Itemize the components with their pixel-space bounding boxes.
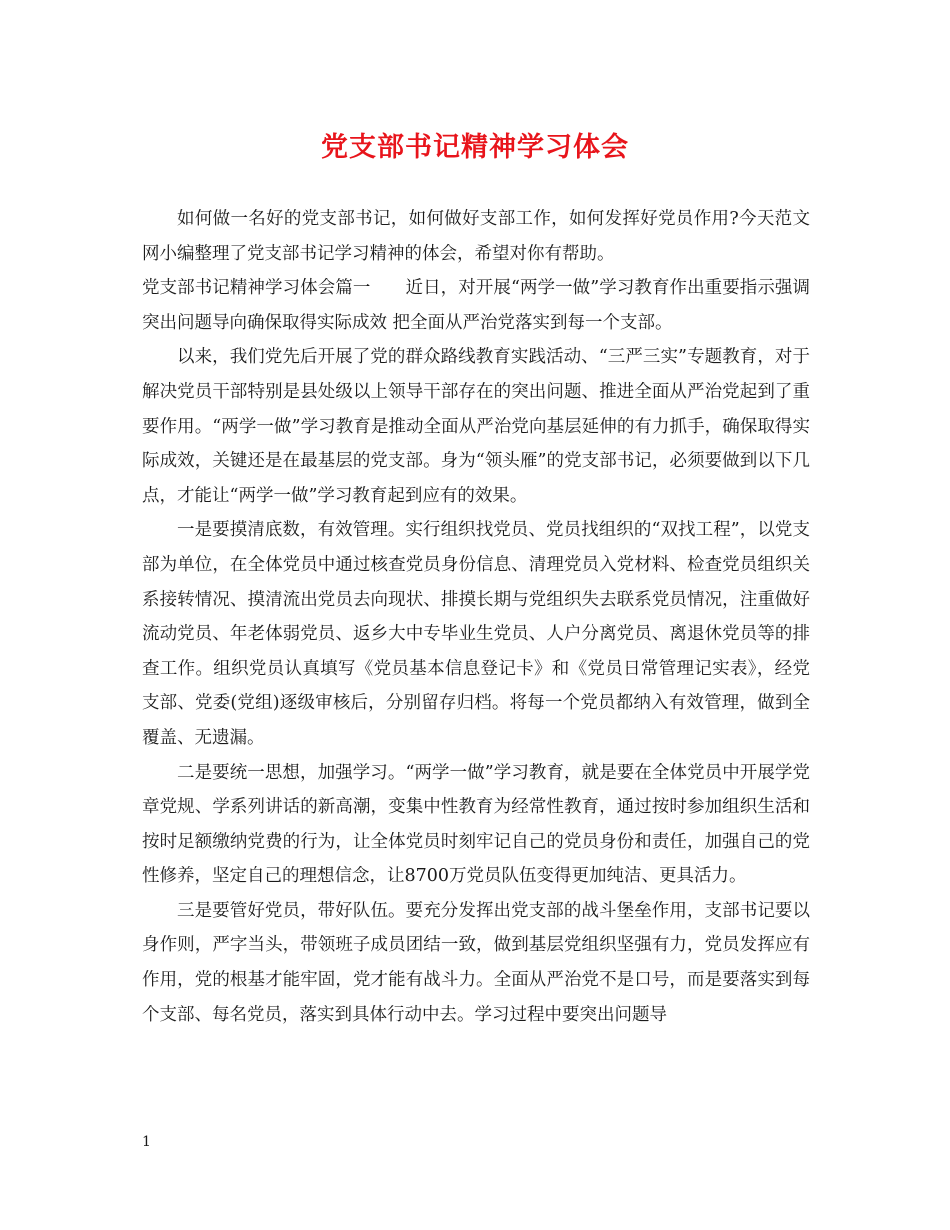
paragraph-background: 以来，我们党先后开展了党的群众路线教育实践活动、“三严三实”专题教育，对于解决党员干部特别是县处级以上领导干部存在的突出问题、推进全面从严治党起到了重要作用。“两学一做”学习教育是推动全面从严治党向基层延伸的有力抓手，确保取得实际成效，关键还是在最基层的党支部。身为“领头雁”的党支部书记，必须要做到以下几点，才能让“两学一做”学习教育起到应有的效果。: [142, 347, 810, 506]
paragraph-point-one: 一是要摸清底数，有效管理。实行组织找党员、党员找组织的“双找工程”，以党支部为单位，在全体党员中通过核查党员身份信息、清理党员入党材料、检查党员组织关系接转情况、摸清流出党员去向现状、排摸长期与党组织失去联系党员情况，注重做好流动党员、年老体弱党员、返乡大中专毕业生党员、人户分离党员、离退休党员等的排查工作。组织党员认真填写《党员基本信息登记卡》和《党员日常管理记实表》，经党支部、党委(党组)逐级审核后，分别留存归档。将每一个党员都纳入有效管理，做到全覆盖、无遗漏。: [142, 520, 810, 748]
paragraph-point-two: 二是要统一思想，加强学习。“两学一做”学习教育，就是要在全体党员中开展学党章党规、学系列讲话的新高潮，变集中性教育为经常性教育，通过按时参加组织生活和按时足额缴纳党费的行为，让全体党员时刻牢记自己的党员身份和责任，加强自己的党性修养，坚定自己的理想信念，让8700万党员队伍变得更加纯洁、更具活力。: [142, 762, 810, 887]
paragraph-point-three: 三是要管好党员，带好队伍。要充分发挥出党支部的战斗堡垒作用，支部书记要以身作则，严字当头，带领班子成员团结一致，做到基层党组织坚强有力，党员发挥应有作用，党的根基才能牢固，党才能有战斗力。全面从严治党不是口号，而是要落实到每个支部、每名党员，落实到具体行动中去。学习过程中要突出问题导: [142, 900, 810, 1025]
document-title: 党支部书记精神学习体会: [321, 132, 629, 163]
document-body: [142, 202, 810, 1032]
page-number: 1: [142, 1134, 151, 1150]
paragraph-intro: 如何做一名好的党支部书记，如何做好支部工作，如何发挥好党员作用?今天范文网小编整理了党支部书记学习精神的体会，希望对你有帮助。: [142, 209, 810, 264]
paragraph-article-one-lead: 党支部书记精神学习体会篇一 近日，对开展“两学一做”学习教育作出重要指示强调 突出问题导向确保取得实际成效 把全面从严治党落实到每一个支部。: [142, 278, 810, 333]
